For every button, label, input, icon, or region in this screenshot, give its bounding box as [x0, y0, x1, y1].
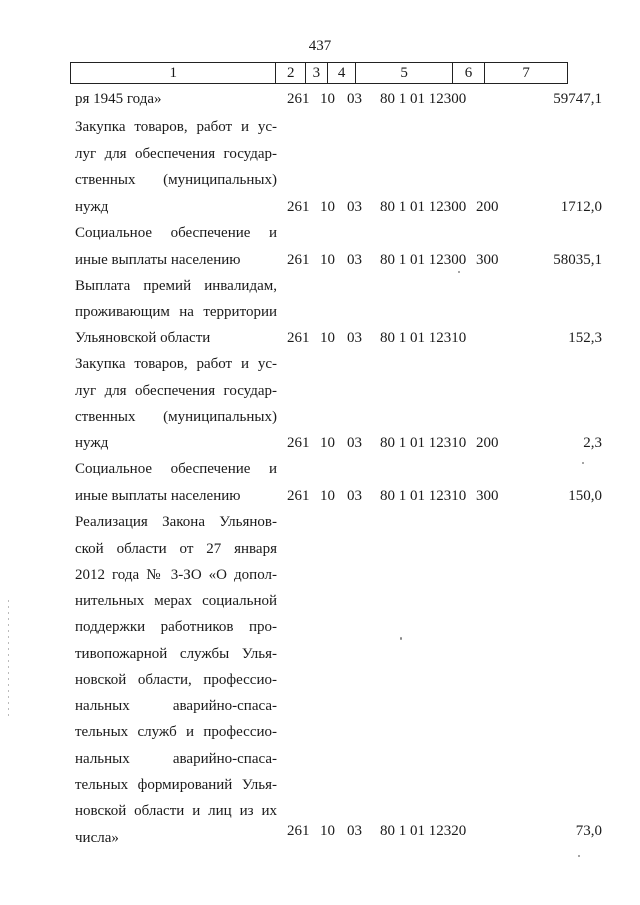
row-description-line: Закупка товаров, работ и ус- — [75, 119, 277, 135]
row-description-line: Закупка товаров, работ и ус- — [75, 356, 277, 372]
row-description-line: новской области и лиц из их — [75, 803, 277, 819]
row-description-line: Ульяновской области — [75, 330, 211, 346]
row-cell-c2: 261 — [287, 91, 310, 107]
row-cell-c3: 10 — [320, 91, 335, 107]
row-cell-c3: 10 — [320, 199, 335, 215]
column-header-table — [70, 62, 568, 84]
row-cell-c5: 80 1 01 12300 — [380, 199, 467, 215]
row-description-line: ственных (муниципальных) — [75, 409, 277, 425]
row-cell-c5: 80 1 01 12310 — [380, 488, 467, 504]
row-cell-c5: 80 1 01 12320 — [380, 823, 467, 839]
row-cell-c4: 03 — [347, 199, 362, 215]
row-description-line: поддержки работников про- — [75, 619, 277, 635]
page-number: 437 — [308, 38, 332, 54]
row-cell-c7: 58035,1 — [553, 252, 602, 268]
row-description-line: луг для обеспечения государ- — [75, 146, 277, 162]
row-description-line: проживающим на территории — [75, 304, 277, 320]
row-cell-c4: 03 — [347, 91, 362, 107]
row-cell-c5: 80 1 01 12300 — [380, 91, 467, 107]
row-cell-c4: 03 — [347, 823, 362, 839]
column-header-3: 3 — [306, 63, 328, 84]
row-cell-c4: 03 — [347, 488, 362, 504]
row-cell-c4: 03 — [347, 252, 362, 268]
row-description-line: 2012 года № 3-ЗО «О допол- — [75, 567, 277, 583]
row-description-line: иные выплаты населению — [75, 252, 241, 268]
row-cell-c3: 10 — [320, 488, 335, 504]
column-header-1: 1 — [71, 63, 276, 84]
scan-speck — [582, 462, 584, 464]
row-cell-c2: 261 — [287, 823, 310, 839]
row-description-line: тельных служб и профессио- — [75, 724, 277, 740]
row-cell-c2: 261 — [287, 488, 310, 504]
scan-speck — [578, 855, 580, 857]
row-cell-c6: 200 — [476, 435, 499, 451]
column-header-5: 5 — [356, 63, 452, 84]
row-description-line: нужд — [75, 435, 109, 451]
row-cell-c2: 261 — [287, 435, 310, 451]
row-cell-c3: 10 — [320, 252, 335, 268]
row-cell-c3: 10 — [320, 823, 335, 839]
row-description-line: ственных (муниципальных) — [75, 172, 277, 188]
scan-speck — [400, 637, 402, 640]
row-description-line: Социальное обеспечение и — [75, 461, 277, 477]
row-cell-c2: 261 — [287, 199, 310, 215]
row-cell-c4: 03 — [347, 330, 362, 346]
column-header-2: 2 — [276, 63, 306, 84]
row-cell-c7: 1712,0 — [560, 199, 602, 215]
row-cell-c2: 261 — [287, 252, 310, 268]
row-description-line: Реализация Закона Ульянов- — [75, 514, 277, 530]
row-description-line: Социальное обеспечение и — [75, 225, 277, 241]
row-description-line: новской области, профессио- — [75, 672, 277, 688]
column-header-7: 7 — [485, 63, 568, 84]
row-cell-c5: 80 1 01 12300 — [380, 252, 467, 268]
row-cell-c7: 152,3 — [568, 330, 602, 346]
row-cell-c7: 59747,1 — [553, 91, 602, 107]
row-cell-c6: 200 — [476, 199, 499, 215]
row-description-line: нальных аварийно-спаса- — [75, 698, 277, 714]
scan-margin-mark — [8, 600, 9, 720]
row-description-line: тивопожарной службы Улья- — [75, 646, 277, 662]
row-cell-c6: 300 — [476, 488, 499, 504]
row-description-line: нительных мерах социальной — [75, 593, 277, 609]
row-cell-c7: 2,3 — [583, 435, 602, 451]
column-header-6: 6 — [452, 63, 485, 84]
row-description-line: иные выплаты населению — [75, 488, 241, 504]
row-cell-c5: 80 1 01 12310 — [380, 435, 467, 451]
row-description-line: тельных формирований Улья- — [75, 777, 277, 793]
row-cell-c5: 80 1 01 12310 — [380, 330, 467, 346]
row-cell-c3: 10 — [320, 330, 335, 346]
row-cell-c7: 73,0 — [575, 823, 602, 839]
row-cell-c4: 03 — [347, 435, 362, 451]
row-cell-c2: 261 — [287, 330, 310, 346]
scan-speck — [458, 271, 460, 273]
row-description-line: нальных аварийно-спаса- — [75, 751, 277, 767]
column-header-4: 4 — [327, 63, 356, 84]
row-description-line: луг для обеспечения государ- — [75, 383, 277, 399]
row-cell-c6: 300 — [476, 252, 499, 268]
row-description-line: ской области от 27 января — [75, 541, 277, 557]
row-description-line: ря 1945 года» — [75, 91, 162, 107]
row-description-line: Выплата премий инвалидам, — [75, 278, 277, 294]
row-cell-c7: 150,0 — [568, 488, 602, 504]
row-description-line: числа» — [75, 830, 119, 846]
row-description-line: нужд — [75, 199, 109, 215]
row-cell-c3: 10 — [320, 435, 335, 451]
